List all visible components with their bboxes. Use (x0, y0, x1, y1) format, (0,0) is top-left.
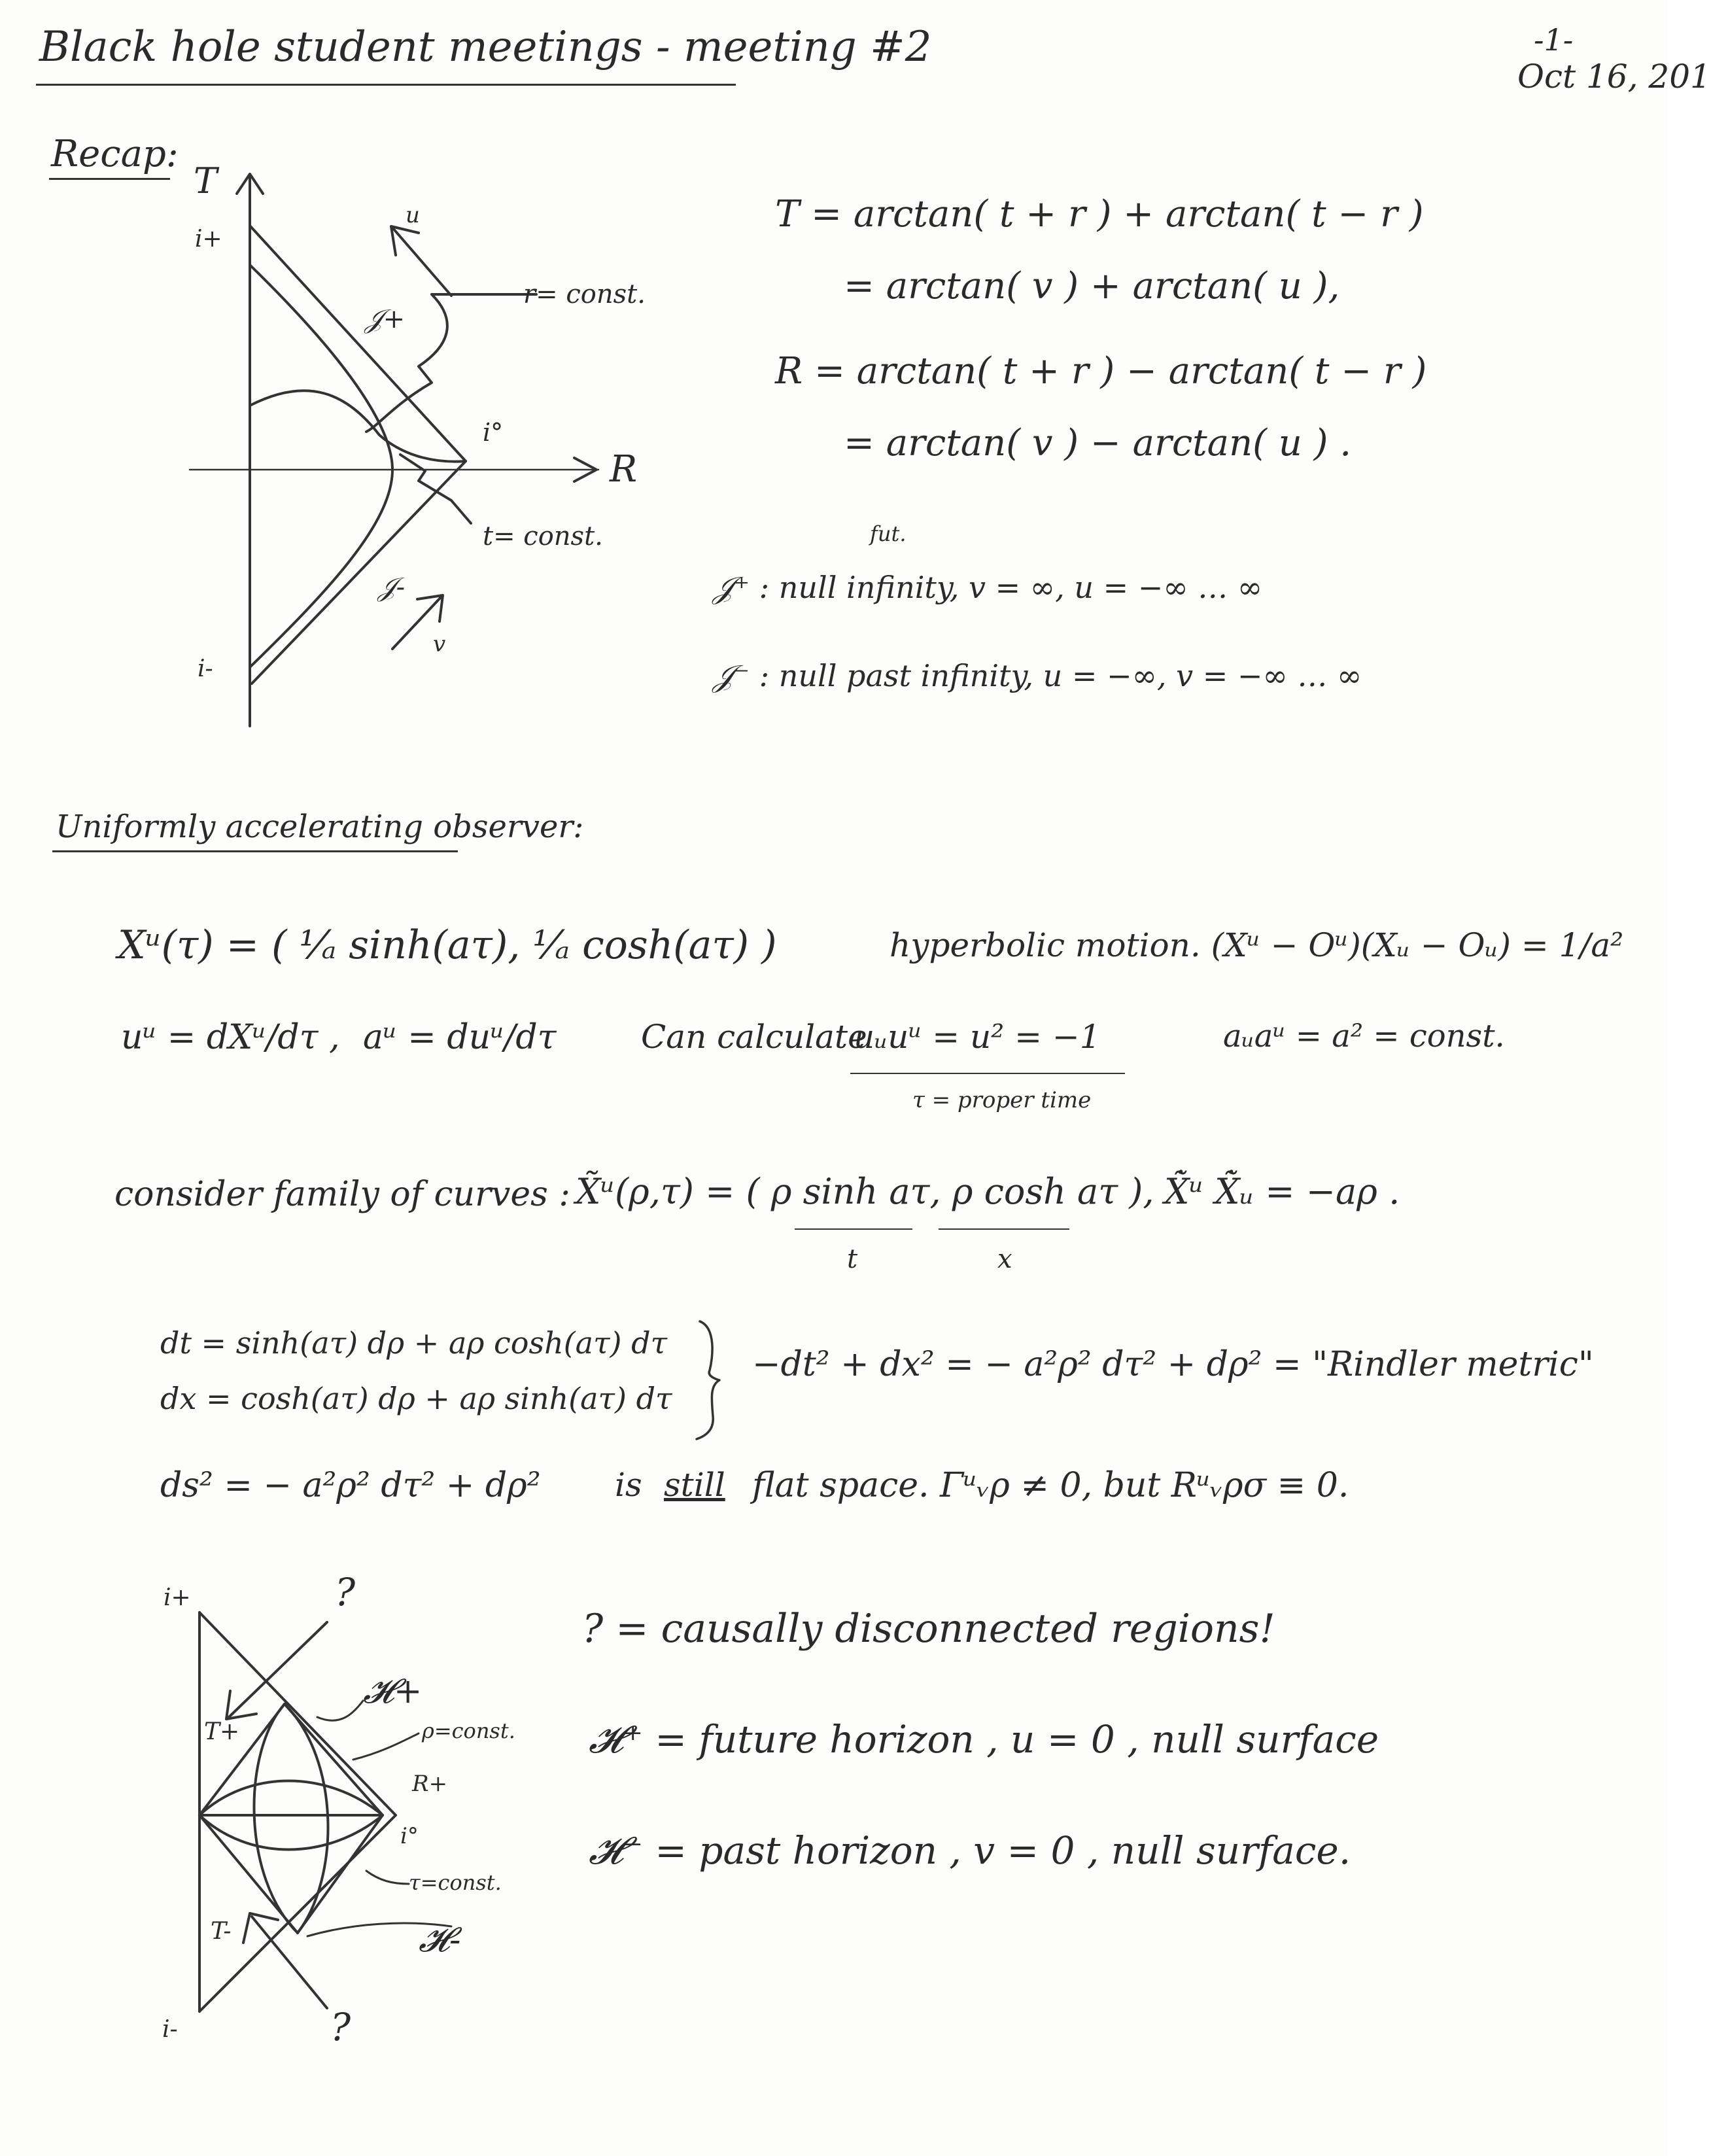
top-arrow (229, 1622, 327, 1717)
future-horizon-def: 𝓗⁺ = future horizon , u = 0 , null surface (589, 1717, 1379, 1762)
family-intro: consider family of curves : (114, 1175, 570, 1214)
label-i-minus: i- (198, 655, 213, 682)
bottom-label-H-plus: 𝓗+ (363, 1672, 423, 1711)
uniform-heading: Uniformly accelerating observer: (56, 808, 584, 845)
tau-const-pointer (366, 1871, 409, 1884)
dx-eq: dx = cosh(aτ) dρ + aρ sinh(aτ) dτ (160, 1381, 672, 1416)
bottom-label-q-top: ? (335, 1570, 356, 1614)
worldline-eq: Xᵘ(τ) = ( ¹⁄ₐ sinh(aτ), ¹⁄ₐ cosh(aτ) ) (118, 922, 777, 968)
outer-scri-minus (199, 1815, 396, 2011)
past-horizon-def: 𝓗⁻ = past horizon , v = 0 , null surface. (589, 1828, 1351, 1873)
label-T: T (194, 160, 218, 201)
scri-plus-definition: 𝒥⁺ : null infinity, v = ∞, u = −∞ … ∞ (713, 570, 1263, 605)
label-r-const: r= const. (523, 279, 646, 309)
family-t-label: t (847, 1244, 858, 1274)
bottom-label-rho-const: ρ=const. (422, 1718, 515, 1743)
eq-R-line1: R = arctan( t + r ) − arctan( t − r ) (775, 350, 1427, 392)
label-v: v (433, 631, 446, 657)
page-number: -1- (1534, 22, 1574, 58)
label-u: u (406, 202, 420, 228)
bottom-label-i-plus: i+ (164, 1584, 191, 1611)
rho-const-pointer (353, 1733, 419, 1760)
velocity-def: uᵘ = dXᵘ/dτ , (121, 1018, 340, 1057)
acceleration-def: aᵘ = duᵘ/dτ (363, 1018, 557, 1057)
bottom-label-H-minus: 𝓗- (419, 1921, 461, 1960)
tau-const-curve-2 (199, 1815, 383, 1850)
label-i-zero: i° (483, 418, 504, 447)
family-velocity-norm: X̃̇ᵘ X̃̇ᵤ = −aρ . (1164, 1171, 1400, 1212)
accel-norm: aᵤaᵘ = a² = const. (1223, 1018, 1505, 1054)
still-word: still (664, 1466, 725, 1504)
causal-disconnection: ? = causally disconnected regions! (582, 1606, 1275, 1652)
bottom-label-tau-const: τ=const. (409, 1870, 502, 1895)
bottom-label-T-plus: T+ (204, 1718, 240, 1745)
dt-eq: dt = sinh(aτ) dρ + aρ cosh(aτ) dτ (160, 1325, 668, 1361)
label-i-plus: i+ (195, 226, 222, 252)
family-x-label: x (997, 1244, 1012, 1274)
bottom-label-i-zero: i° (400, 1823, 419, 1849)
rho-const-curve-1 (254, 1704, 298, 1933)
velocity-norm: uᵤuᵘ = u² = −1 (854, 1018, 1101, 1056)
recap-heading: Recap: (51, 133, 179, 175)
scri-minus-definition: 𝒥⁻ : null past infinity, u = −∞, v = −∞ … ∞ (713, 658, 1362, 693)
family-eq: X̃ᵘ(ρ,τ) = ( ρ sinh aτ, ρ cosh aτ ), (576, 1171, 1154, 1212)
bottom-label-q-bottom: ? (330, 2005, 351, 2049)
bottom-arrow (252, 1917, 327, 2008)
ds-eq: ds² = − a²ρ² dτ² + dρ² (160, 1466, 541, 1505)
outer-scri-plus (199, 1612, 396, 1815)
hyperbolic-motion: hyperbolic motion. (Xᵘ − Oᵘ)(Xᵤ − Oᵤ) = 1/a² (890, 926, 1624, 964)
label-R: R (610, 448, 638, 491)
label-t-const: t= const. (483, 521, 603, 551)
rindler-metric: −dt² + dx² = − a²ρ² dτ² + dρ² = "Rindler metric" (752, 1345, 1594, 1384)
eq-T-line1: T = arctan( t + r ) + arctan( t − r ) (775, 193, 1424, 235)
page-title: Black hole student meetings - meeting #2 (39, 23, 932, 71)
can-calculate: Can calculate (641, 1018, 867, 1056)
fut-annotation: fut. (870, 521, 907, 546)
is-word: is (615, 1466, 642, 1504)
eq-T-line2: = arctan( v ) + arctan( u ), (844, 265, 1340, 307)
bottom-label-R-plus: R+ (412, 1771, 448, 1797)
eq-R-line2: = arctan( v ) − arctan( u ) . (844, 422, 1352, 464)
page-date: Oct 16, 201 (1517, 58, 1711, 96)
label-scri-plus: 𝒥+ (365, 304, 406, 334)
proper-time: τ = proper time (912, 1087, 1092, 1113)
flat-space-statement: flat space. Γᵘᵥρ ≠ 0, but Rᵘᵥρσ ≡ 0. (752, 1466, 1349, 1505)
label-scri-minus: 𝒥- (378, 572, 406, 602)
bottom-label-i-minus: i- (162, 2016, 178, 2043)
h-plus-pointer (317, 1701, 363, 1720)
bottom-label-T-minus: T- (211, 1918, 232, 1945)
